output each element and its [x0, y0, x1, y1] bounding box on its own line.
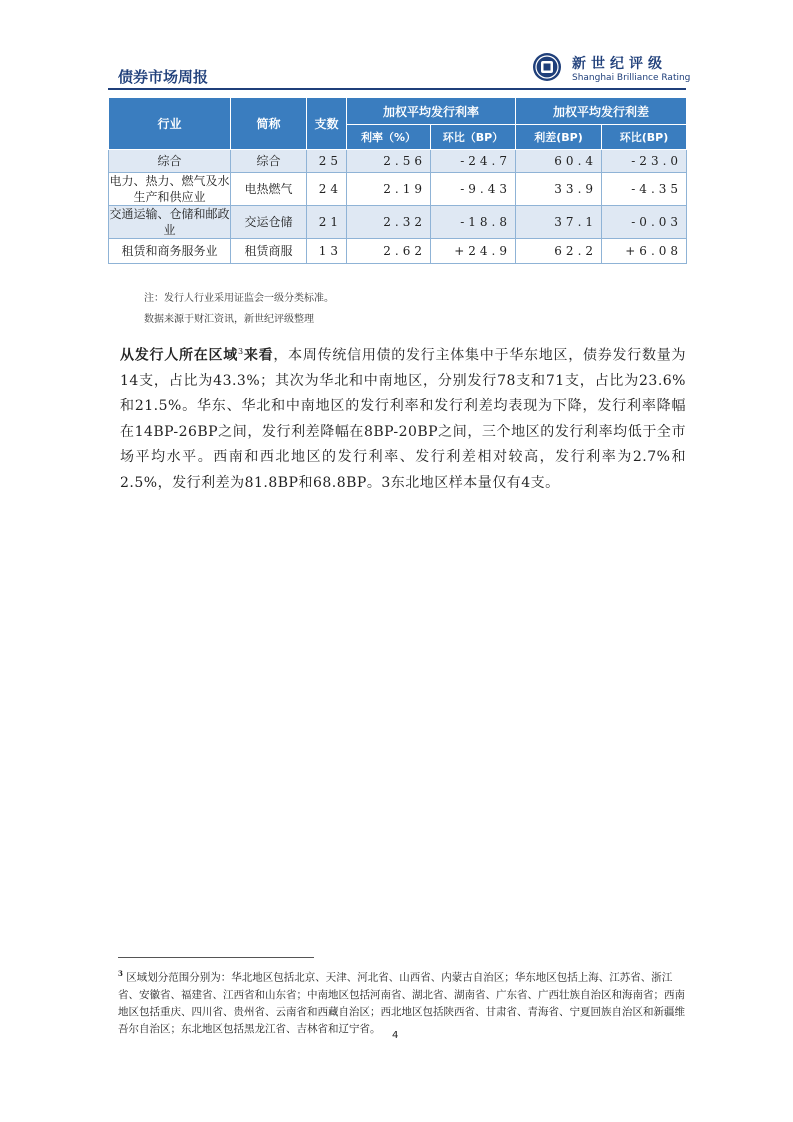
cell-rate-change: +24.9 — [431, 239, 516, 264]
page-number: 4 — [392, 1030, 399, 1041]
cell-industry: 租赁和商务服务业 — [109, 239, 231, 264]
cell-rate: 2.62 — [347, 239, 431, 264]
cell-industry: 综合 — [109, 150, 231, 173]
paragraph-body: ，本周传统信用债的发行主体集中于华东地区，债券发行数量为14支，占比为43.3%；其次为华北和中南地区，分别发行78支和71支，占比为23.6%和21.5%。华东、华北和中南地区的发行利率和发行利差均表现为下降，发行利率降幅在14BP-26BP之间，发行利差降幅在8BP-20BP之间，三个地区的发行利率均低于全市场平均水平。西南和西北地区的发行利率、发行利差相对较高，发行利率为2.7%和2.5%，发行利差为81.8BP和68.8BP。3东北地区样本量仅有4支。 — [120, 347, 687, 491]
cell-industry: 电力、热力、燃气及水生产和供应业 — [109, 174, 230, 204]
cell-spread: 62.2 — [516, 239, 602, 264]
cell-rate-change: -18.8 — [431, 206, 516, 239]
cell-short: 交运仓储 — [231, 206, 307, 239]
footnote-ref[interactable]: 3 — [237, 347, 244, 356]
col-group-rate: 加权平均发行利率 — [347, 98, 516, 125]
cell-rate: 2.56 — [347, 150, 431, 173]
table-row — [109, 173, 687, 206]
cell-rate: 2.32 — [347, 206, 431, 239]
brand-name-en: Shanghai Brilliance Rating — [572, 73, 691, 83]
table-note: 注：发行人行业采用证监会一级分类标准。 — [144, 293, 334, 304]
col-header-short: 简称 — [231, 98, 307, 150]
cell-count: 25 — [307, 150, 347, 173]
cell-count: 21 — [307, 206, 347, 239]
region-analysis-paragraph — [120, 339, 686, 496]
paragraph-lead-end: 来看 — [243, 347, 274, 364]
footnote-text: 区域划分范围分别为：华北地区包括北京、天津、河北省、山西省、内蒙古自治区；华东地区包括上海、江苏省、浙江省、安徽省、福建省、江西省和山东省；中南地区包括河南省、湖北省、湖南省、广东省、广西壮族自治区和海南省；西南地区包括重庆、四川省、贵州省、云南省和西藏自治区；西北地区包括陕西省、甘肃省、青海省、宁夏回族自治区和新疆维吾尔自治区；东北地区包括黑龙江省、吉林省和辽宁省。 — [118, 971, 685, 1035]
cell-spread: 60.4 — [516, 150, 602, 173]
cell-spread: 37.1 — [516, 206, 602, 239]
col-header-industry: 行业 — [109, 98, 231, 150]
footnote-divider — [118, 957, 314, 958]
cell-rate-change: -9.43 — [431, 173, 516, 206]
brand-name-cn: 新世纪评级 — [572, 56, 667, 72]
col-header-rate-change: 环比（BP） — [431, 125, 516, 150]
cell-count: 24 — [307, 173, 347, 206]
cell-spread: 33.9 — [516, 173, 602, 206]
paragraph-lead: 从发行人所在区域 — [120, 347, 238, 364]
report-title: 债券市场周报 — [118, 68, 209, 86]
header-divider — [108, 88, 686, 90]
table-row — [109, 206, 687, 239]
footnote — [118, 965, 688, 1038]
cell-rate: 2.19 — [347, 173, 431, 206]
table-row — [109, 150, 687, 173]
cell-short: 电热燃气 — [231, 173, 307, 206]
cell-industry: 交通运输、仓储和邮政业 — [109, 207, 230, 237]
cell-spread-change: -0.03 — [602, 206, 687, 239]
brand-logo — [532, 52, 562, 82]
col-header-spread-change: 环比(BP) — [602, 125, 687, 150]
footnote-number: 3 — [118, 969, 123, 978]
cell-count: 13 — [307, 239, 347, 264]
cell-short: 租赁商服 — [231, 239, 307, 264]
cell-spread-change: -23.0 — [602, 150, 687, 173]
col-header-rate: 利率（%） — [347, 125, 431, 150]
col-header-spread: 利差(BP) — [516, 125, 602, 150]
table-source: 数据来源于财汇资讯，新世纪评级整理 — [144, 314, 314, 325]
table-row — [109, 239, 687, 264]
cell-short: 综合 — [231, 150, 307, 173]
cell-rate-change: -24.7 — [431, 150, 516, 173]
cell-spread-change: +6.08 — [602, 239, 687, 264]
col-header-count: 支数 — [307, 98, 347, 150]
col-group-spread: 加权平均发行利差 — [516, 98, 687, 125]
cell-spread-change: -4.35 — [602, 173, 687, 206]
industry-issuance-table — [108, 97, 687, 264]
